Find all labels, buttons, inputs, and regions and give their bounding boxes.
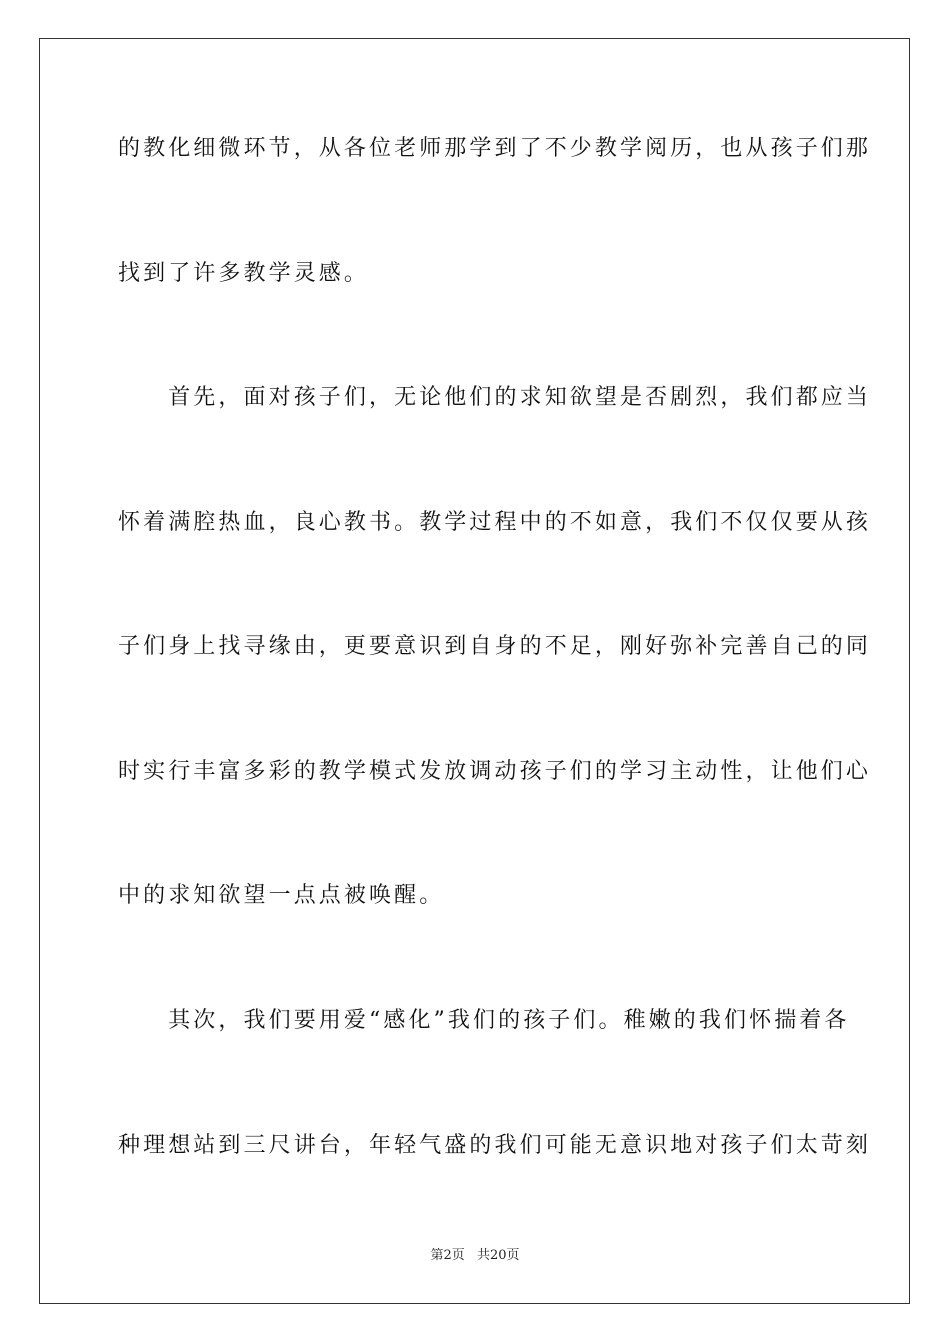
body-text-line: 子们身上找寻缘由，更要意识到自身的不足，刚好弥补完善自己的同 — [118, 634, 872, 659]
page-total: 共20页 — [476, 1248, 520, 1263]
body-text-line: 怀着满腔热血，良心教书。教学过程中的不如意，我们不仅仅要从孩 — [118, 510, 872, 535]
page-footer — [0, 1244, 950, 1263]
body-text-line: 种理想站到三尺讲台，年轻气盛的我们可能无意识地对孩子们太苛刻 — [118, 1133, 872, 1158]
body-text-line: 首先，面对孩子们，无论他们的求知欲望是否剧烈，我们都应当 — [118, 385, 872, 410]
page-frame — [39, 38, 910, 1304]
body-text-line: 中的求知欲望一点点被唤醒。 — [118, 883, 445, 908]
page-number: 第2页 — [430, 1248, 465, 1263]
body-text-line: 其次，我们要用爱“感化”我们的孩子们。稚嫩的我们怀揣着各 — [118, 1008, 850, 1033]
body-text-line: 时实行丰富多彩的教学模式发放调动孩子们的学习主动性，让他们心 — [118, 759, 872, 784]
body-text-line: 找到了许多教学灵感。 — [118, 261, 370, 286]
body-text-line: 的教化细微环节，从各位老师那学到了不少教学阅历，也从孩子们那 — [118, 136, 872, 161]
